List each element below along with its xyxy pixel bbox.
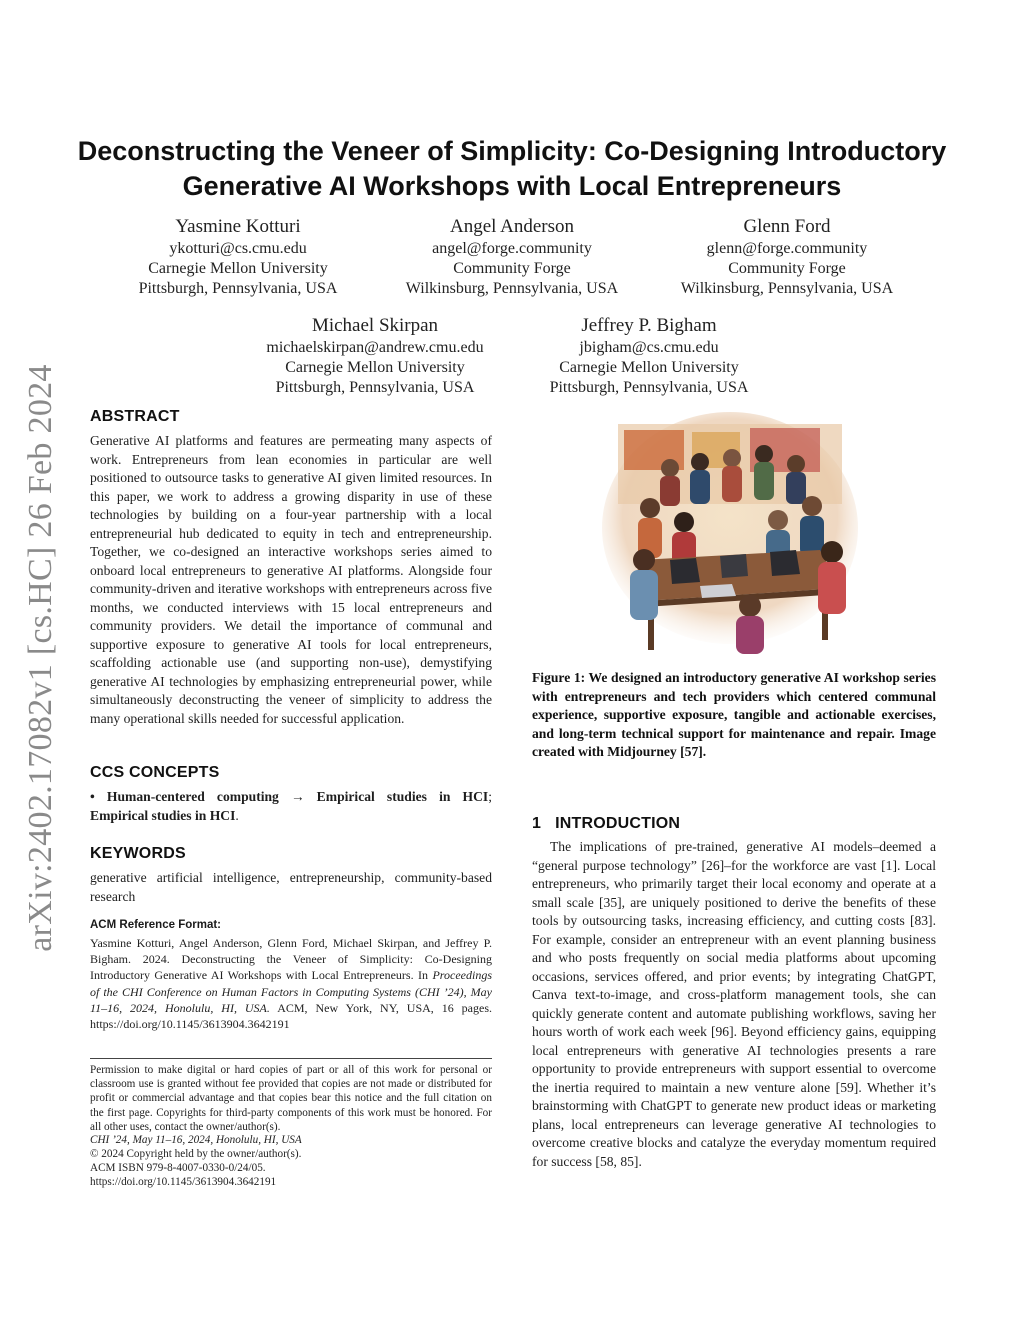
keywords-text: generative artificial intelligence, entrepreneurship, community-based research [90, 870, 492, 904]
acm-reference-text [90, 935, 492, 1032]
section-title: INTRODUCTION [555, 815, 681, 832]
figure-caption: Figure 1: We designed an introductory generative AI workshop series with entrepreneurs and tech providers which centered communal experience, supportive exposure, tangible and actionable exercises, and long-term technical support for maintenance and repair. Image created with Midjourney [57]. [532, 670, 936, 759]
author-email[interactable]: ykotturi@cs.cmu.edu [169, 240, 307, 257]
author-email[interactable]: jbigham@cs.cmu.edu [579, 339, 719, 356]
footer-divider [90, 1058, 492, 1059]
author-location: Pittsburgh, Pennsylvania, USA [138, 280, 338, 297]
author-block [112, 216, 364, 299]
keywords-heading: KEYWORDS [90, 845, 186, 862]
author-location: Wilkinsburg, Pennsylvania, USA [680, 280, 894, 297]
author-affiliation: Carnegie Mellon University [148, 260, 328, 277]
ccs-heading: CCS CONCEPTS [90, 764, 220, 781]
author-location: Pittsburgh, Pennsylvania, USA [275, 379, 475, 396]
author-email[interactable]: angel@forge.community [432, 240, 592, 257]
permission-doi[interactable]: https://doi.org/10.1145/3613904.3642191 [90, 1176, 277, 1188]
arxiv-identifier: arXiv:2402.17082v1 [cs.HC] 26 Feb 2024 [22, 364, 59, 952]
paper-title: Deconstructing the Veneer of Simplicity: Co-Designing Introductory Generative AI Workshops with Local Entrepreneurs [77, 136, 947, 201]
author-name: Glenn Ford [743, 216, 831, 237]
acm-reference-heading: ACM Reference Format: [90, 919, 221, 931]
introduction-heading [532, 815, 680, 833]
author-affiliation: Community Forge [728, 260, 846, 277]
author-block [520, 315, 778, 398]
author-name: Angel Anderson [449, 216, 574, 237]
ccs-separator: ; [488, 789, 493, 804]
permission-isbn: ACM ISBN 979-8-4007-0330-0/24/05. [90, 1162, 266, 1174]
ccs-concept: Human-centered computing → Empirical studies in HCI [106, 789, 489, 804]
ccs-concept-secondary: Empirical studies in HCI [90, 807, 236, 823]
permission-venue: CHI ’24, May 11–16, 2024, Honolulu, HI, USA [90, 1134, 302, 1146]
section-number: 1 [532, 815, 542, 832]
ccs-concepts [90, 788, 492, 825]
permission-notice: Permission to make digital or hard copies of part or all of this work for personal or classroom use is granted without fee provided that copies are not made or distributed for profit or commercial advantage and that copies bear this notice and the full citation on the first page. Copyrights for third-party components of this work must be honored. For all other uses, contact the owner/author(s). [90, 1064, 492, 1133]
ccs-bullet: • [90, 789, 95, 804]
acm-reference-venue: Proceedings of the CHI Conference on Human Factors in Computing Systems (CHI ’24), May 11–16, 2024, Honolulu, HI, USA. [90, 968, 492, 1015]
acm-reference-part2[interactable]: ACM, New York, NY, USA, 16 pages. https://doi.org/10.1145/3613904.3642191 [90, 1000, 493, 1032]
abstract-heading: ABSTRACT [90, 408, 180, 425]
introduction-text: The implications of pre-trained, generative AI models–deemed a “general purpose technology” [26]–for the workforce are vast [1]. Local entrepreneurs, who primarily target their local economy and operate at a small scale [35], are uniquely positioned to derive the benefits of these tools by outsourcing tasks, increasing efficiency, and cutting costs [83]. For example, consider an entrepreneur with an event planning business and who posts frequently on social media platforms about upcoming occasions, services offered, and prior events; by integrating ChatGPT, Canva text-to-image, and cross-platform management tools, she can quickly generate content and automate publishing workflows, saving her hours worth of work each week [96]. Beyond efficiency gains, equipping local entrepreneurs with generative AI technologies presents a rare opportunity to provide entrepreneurs with support essential to overcome the inertia required to maintain a new venture alone [59]. Whether it’s brainstorming with ChatGPT to generate new product ideas or marketing plans, local entrepreneurs can leverage generative AI technologies to overcome creative blocks and catalyze the everyday momentum required for success [58, 85]. [532, 839, 936, 1169]
author-affiliation: Community Forge [453, 260, 571, 277]
author-block [656, 216, 918, 299]
author-email[interactable]: glenn@forge.community [706, 240, 868, 257]
author-name: Michael Skirpan [311, 315, 439, 336]
author-location: Wilkinsburg, Pennsylvania, USA [405, 280, 619, 297]
acm-reference-part1: Yasmine Kotturi, Angel Anderson, Glenn Ford, Michael Skirpan, and Jeffrey P. Bigham. 2024. Deconstructing the Veneer of Simplicity: Co-Designing Introductory Generative AI Workshops with Local Entrepreneurs. In [90, 936, 492, 983]
author-block [244, 315, 506, 398]
author-block [382, 216, 642, 299]
author-name: Jeffrey P. Bigham [581, 315, 717, 336]
author-email[interactable]: michaelskirpan@andrew.cmu.edu [266, 339, 484, 356]
ccs-end: . [235, 807, 239, 823]
author-affiliation: Carnegie Mellon University [559, 359, 739, 376]
permission-copyright: © 2024 Copyright held by the owner/author(s). [90, 1148, 302, 1160]
abstract-text: Generative AI platforms and features are permeating many aspects of work. Entrepreneurs from lean economies in particular are well positioned to outsource tasks to generative AI given limited resources. In this paper, we work to address a growing disparity in use of these technologies by building on a four-year partnership with a local entrepreneurial hub dedicated to equity in tech and entrepreneurship. Together, we co-designed an interactive workshops series aimed to onboard local entrepreneurs to generative AI platforms. Alongside four community-driven and iterative workshops with entrepreneurs across five months, we conducted interviews with 15 local entrepreneurs and community providers. We detail the importance of communal and supportive exposure to generative AI tools for local entrepreneurs, scaffolding actionable use (and supporting non-use), demystifying generative AI technologies by emphasizing entrepreneurial power, while simultaneously deconstructing the veneer of simplicity to address the many operational skills needed for successful application. [90, 433, 492, 726]
workshop-illustration [600, 410, 860, 658]
author-location: Pittsburgh, Pennsylvania, USA [549, 379, 749, 396]
author-affiliation: Carnegie Mellon University [285, 359, 465, 376]
author-name: Yasmine Kotturi [175, 216, 301, 237]
